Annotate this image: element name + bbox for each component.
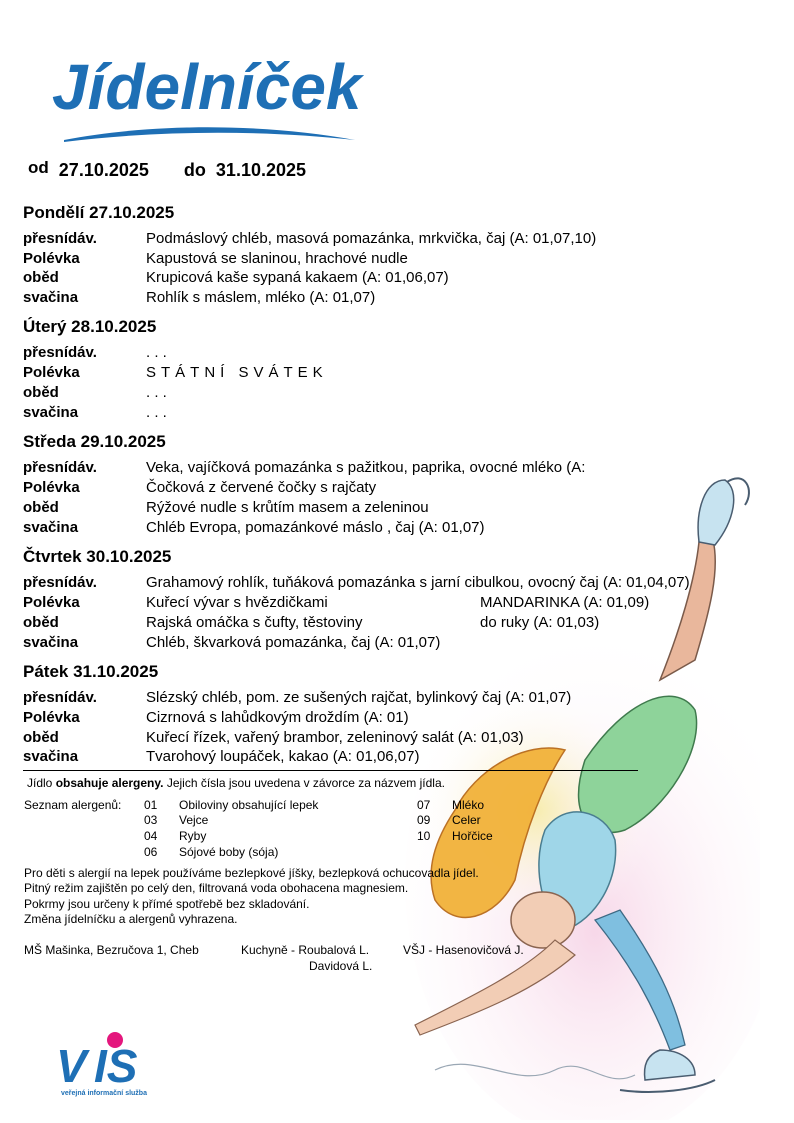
meal-label: svačina [23, 634, 79, 651]
meal-text: Cizrnová s lahůdkovým droždím (A: 01) [146, 709, 409, 726]
meal-label: přesnídáv. [23, 574, 97, 591]
school-name: MŠ Mašinka, Bezručova 1, Cheb [24, 943, 199, 957]
meal-label: Polévka [23, 250, 80, 267]
allergen-note-pre: Jídlo [27, 776, 56, 790]
meal-label: oběd [23, 614, 59, 631]
from-label: od [28, 158, 49, 177]
meal-text: Čočková z červené čočky s rajčaty [146, 479, 377, 496]
meal-text: Rajská omáčka s čufty, těstoviny [146, 614, 363, 631]
meal-extra: MANDARINKA (A: 01,09) [480, 594, 650, 611]
to-date: 31.10.2025 [215, 160, 307, 180]
skater-illustration [395, 450, 760, 1120]
meal-label: svačina [23, 404, 79, 421]
to-label: do [183, 160, 206, 180]
meal-text: . . . [146, 404, 167, 421]
meal-label: svačina [23, 519, 79, 536]
meal-extra: do ruky (A: 01,03) [480, 614, 600, 631]
meal-label: svačina [23, 289, 79, 306]
vis-logo-is: IS [94, 1040, 138, 1090]
allergen-code: 10 [417, 829, 431, 843]
meal-text: Veka, vajíčková pomazánka s pažitkou, paprika, ovocné mléko (A: [146, 459, 586, 476]
allergen-name: Sójové boby (sója) [179, 845, 279, 859]
divider [23, 770, 638, 771]
vsj-name: VŠJ - Hasenovičová J. [403, 943, 524, 957]
allergen-note [27, 776, 445, 791]
meal-label: přesnídáv. [23, 344, 97, 361]
meal-label: Polévka [23, 479, 80, 496]
allergen-name: Mléko [452, 798, 485, 812]
title-swoosh [62, 118, 357, 148]
meal-text: Chléb, škvarková pomazánka, čaj (A: 01,07) [146, 634, 441, 651]
meal-label: oběd [23, 499, 59, 516]
meal-label: Polévka [23, 594, 80, 611]
allergen-code: 04 [144, 829, 158, 843]
meal-text: Slézský chléb, pom. ze sušených rajčat, bylinkový čaj (A: 01,07) [146, 689, 572, 706]
note-line: Pokrmy jsou určeny k přímé spotřebě bez skladování. [24, 897, 310, 911]
meal-text: Chléb Evropa, pomazánkové máslo , čaj (A: 01,07) [146, 519, 485, 536]
day-title: Pondělí 27.10.2025 [23, 203, 175, 222]
meal-label: svačina [23, 748, 79, 765]
vis-logo [56, 1030, 166, 1102]
date-range [28, 160, 306, 181]
meal-text: Kapustová se slaninou, hrachové nudle [146, 250, 408, 267]
allergen-code: 07 [417, 798, 431, 812]
meal-label: přesnídáv. [23, 459, 97, 476]
note-line: Pro děti s alergií na lepek používáme bezlepkové jíšky, bezlepková ochucovadla jídel. [24, 866, 479, 880]
day-title: Pátek 31.10.2025 [23, 662, 159, 681]
meal-text: . . . [146, 344, 167, 361]
allergen-name: Obiloviny obsahující lepek [179, 798, 319, 812]
note-line: Pitný režim zajištěn po celý den, filtrovaná voda obohacena magnesiem. [24, 881, 409, 895]
meal-label: oběd [23, 384, 59, 401]
allergen-note-bold: obsahuje alergeny. [55, 776, 164, 790]
meal-label: Polévka [23, 364, 80, 381]
allergen-note-post: Jejich čísla jsou uvedena v závorce za názvem jídla. [163, 776, 445, 790]
kitchen-staff: Kuchyně - Roubalová L. [241, 943, 370, 957]
meal-text: . . . [146, 384, 167, 401]
meal-text: Grahamový rohlík, tuňáková pomazánka s jarní cibulkou, ovocný čaj (A: 01,04,07) [146, 574, 690, 591]
meal-label: oběd [23, 729, 59, 746]
meal-text: Podmáslový chléb, masová pomazánka, mrkvička, čaj (A: 01,07,10) [146, 230, 597, 247]
allergen-code: 01 [144, 798, 158, 812]
allergen-name: Hořčice [452, 829, 493, 843]
from-date: 27.10.2025 [58, 160, 149, 180]
allergen-name: Ryby [179, 829, 207, 843]
meal-text: Rohlík s máslem, mléko (A: 01,07) [146, 289, 376, 306]
holiday-text: STÁTNÍ SVÁTEK [146, 364, 328, 381]
vis-tagline: veřejná informační služba [61, 1090, 147, 1097]
meal-label: oběd [23, 269, 59, 286]
meal-text: Tvarohový loupáček, kakao (A: 01,06,07) [146, 748, 420, 765]
allergen-list-label: Seznam alergenů: [24, 798, 122, 812]
meal-label: přesnídáv. [23, 230, 97, 247]
day-title: Středa 29.10.2025 [23, 432, 166, 451]
meal-text: Rýžové nudle s krůtím masem a zeleninou [146, 499, 429, 516]
note-line: Změna jídelníčku a alergenů vyhrazena. [24, 912, 238, 926]
kitchen-staff-2: Davidová L. [309, 959, 373, 973]
meal-text: Kuřecí řízek, vařený brambor, zeleninový salát (A: 01,03) [146, 729, 524, 746]
day-title: Čtvrtek 30.10.2025 [23, 547, 172, 566]
allergen-name: Vejce [179, 813, 209, 827]
meal-text: Krupicová kaše sypaná kakaem (A: 01,06,07) [146, 269, 449, 286]
allergen-code: 03 [144, 813, 158, 827]
page-title-logo: Jídelníček [52, 51, 362, 123]
meal-label: Polévka [23, 709, 80, 726]
allergen-code: 09 [417, 813, 431, 827]
allergen-code: 06 [144, 845, 158, 859]
allergen-name: Celer [452, 813, 481, 827]
meal-label: přesnídáv. [23, 689, 97, 706]
day-title: Úterý 28.10.2025 [23, 317, 157, 336]
meal-text: Kuřecí vývar s hvězdičkami [146, 594, 328, 611]
vis-logo-mark [56, 1030, 166, 1090]
vis-logo-v: V [56, 1040, 87, 1090]
